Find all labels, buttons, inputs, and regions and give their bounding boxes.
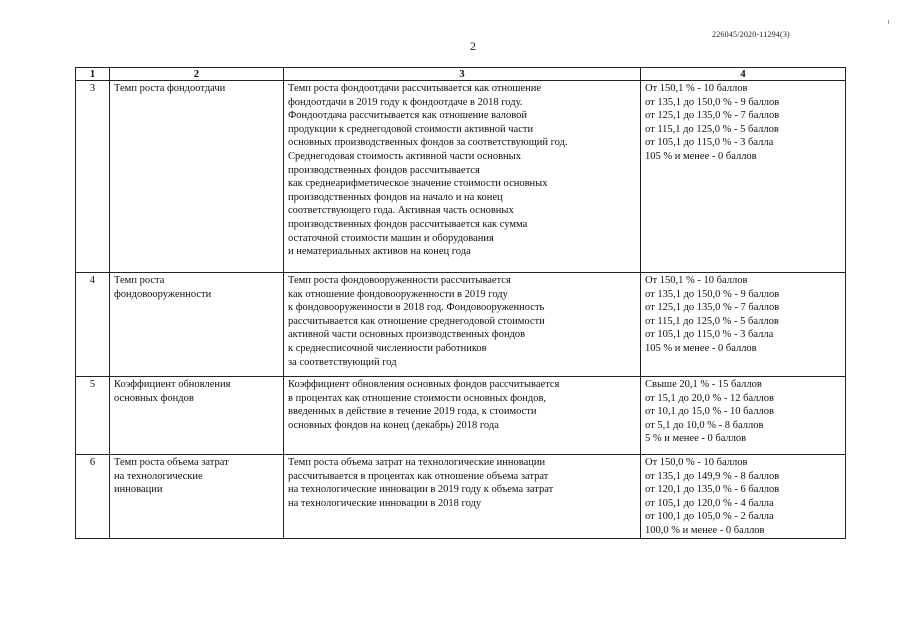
score-scale xyxy=(641,81,846,273)
description-line: Темп роста фондовооруженности рассчитывается xyxy=(288,275,511,286)
indicator-name xyxy=(110,377,284,455)
description-line: Коэффициент обновления основных фондов рассчитывается xyxy=(288,379,560,390)
score-line: От 150,1 % - 10 баллов xyxy=(645,275,748,286)
description-line: за соответствующий год xyxy=(288,356,397,368)
score-line: от 125,1 до 135,0 % - 7 баллов xyxy=(645,302,780,314)
score-scale xyxy=(641,455,846,539)
score-line: От 150,0 % - 10 баллов xyxy=(645,457,748,468)
table-header xyxy=(76,68,846,81)
calculation-method xyxy=(284,81,641,273)
table-row xyxy=(76,455,846,539)
column-header-1: 1 xyxy=(76,68,110,81)
score-line: от 100,1 до 105,0 % - 2 балла xyxy=(645,511,774,523)
description-line: Среднегодовая стоимость активной части основных xyxy=(288,150,521,162)
score-line: от 115,1 до 125,0 % - 5 баллов xyxy=(645,315,779,327)
score-scale xyxy=(641,273,846,377)
description-line: соответствующего года. Активная часть основных xyxy=(288,205,514,217)
description-line: остаточной стоимости машин и оборудования xyxy=(288,232,494,244)
description-line: к среднесписочной численности работников xyxy=(288,342,487,354)
description-line: и нематериальных активов на конец года xyxy=(288,246,471,258)
description-line: Темп роста фондоотдачи рассчитывается как отношение xyxy=(288,83,541,94)
description-line: производственных фондов рассчитывается как сумма xyxy=(288,218,528,230)
score-line: от 10,1 до 15,0 % - 10 баллов xyxy=(645,406,774,418)
description-line: производственных фондов рассчитывается xyxy=(288,164,480,176)
score-line: от 125,1 до 135,0 % - 7 баллов xyxy=(645,110,780,122)
score-line: от 115,1 до 125,0 % - 5 баллов xyxy=(645,123,779,135)
description-line: рассчитывается как отношение среднегодовой стоимости xyxy=(288,315,545,327)
description-line: как среднеарифметическое значение стоимости основных xyxy=(288,178,548,190)
table-row xyxy=(76,273,846,377)
indicator-line: Темп роста фондоотдачи xyxy=(114,83,226,94)
criteria-table xyxy=(75,67,846,539)
description-line: Фондоотдача рассчитывается как отношение валовой xyxy=(288,110,527,122)
column-header-2: 2 xyxy=(110,68,284,81)
description-line: на технологические инновации в 2018 году xyxy=(288,497,482,509)
description-line: Темп роста объема затрат на технологические инновации xyxy=(288,457,546,468)
row-number: 4 xyxy=(76,273,110,377)
score-line: От 150,1 % - 10 баллов xyxy=(645,83,748,94)
table-row xyxy=(76,377,846,455)
score-line: 105 % и менее - 0 баллов xyxy=(645,150,757,162)
score-scale xyxy=(641,377,846,455)
scan-artifact xyxy=(888,20,889,24)
score-line: от 105,1 до 120,0 % - 4 балла xyxy=(645,497,774,509)
description-line: продукции к среднегодовой стоимости активной части xyxy=(288,123,534,135)
indicator-name xyxy=(110,273,284,377)
indicator-line: Темп роста объема затрат xyxy=(114,457,229,468)
row-number: 6 xyxy=(76,455,110,539)
description-line: введенных в действие в течение 2019 года, к стоимости xyxy=(288,406,537,418)
score-line: Свыше 20,1 % - 15 баллов xyxy=(645,379,762,390)
score-line: от 135,1 до 149,9 % - 8 баллов xyxy=(645,470,780,482)
calculation-method xyxy=(284,455,641,539)
description-line: как отношение фондовооруженности в 2019 году xyxy=(288,288,508,300)
description-line: рассчитывается в процентах как отношение объема затрат xyxy=(288,470,549,482)
description-line: в процентах как отношение стоимости основных фондов, xyxy=(288,392,547,404)
indicator-name xyxy=(110,455,284,539)
description-line: к фондовооруженности в 2018 год. Фондовооруженность xyxy=(288,302,545,314)
column-header-3: 3 xyxy=(284,68,641,81)
description-line: основных фондов на конец (декабрь) 2018 года xyxy=(288,419,499,431)
score-line: от 135,1 до 150,0 % - 9 баллов xyxy=(645,96,780,108)
score-line: 100,0 % и менее - 0 баллов xyxy=(645,524,765,536)
header-row xyxy=(76,68,846,81)
indicator-line: на технологические xyxy=(114,470,203,482)
indicator-line: основных фондов xyxy=(114,392,194,404)
row-number: 5 xyxy=(76,377,110,455)
column-header-4: 4 xyxy=(641,68,846,81)
score-line: от 105,1 до 115,0 % - 3 балла xyxy=(645,329,774,341)
indicator-name xyxy=(110,81,284,273)
description-line: производственных фондов на начало и на конец xyxy=(288,191,503,203)
indicator-line: фондовооруженности xyxy=(114,288,212,300)
score-line: от 135,1 до 150,0 % - 9 баллов xyxy=(645,288,780,300)
description-line: на технологические инновации в 2019 году к объема затрат xyxy=(288,484,554,496)
score-line: от 5,1 до 10,0 % - 8 баллов xyxy=(645,419,764,431)
indicator-line: инновации xyxy=(114,484,163,496)
calculation-method xyxy=(284,377,641,455)
description-line: фондоотдачи в 2019 году к фондоотдаче в 2018 году. xyxy=(288,96,523,108)
page-number: 2 xyxy=(470,39,476,53)
table-row xyxy=(76,81,846,273)
indicator-line: Коэффициент обновления xyxy=(114,379,231,390)
score-line: от 120,1 до 135,0 % - 6 баллов xyxy=(645,484,780,496)
row-number: 3 xyxy=(76,81,110,273)
score-line: 105 % и менее - 0 баллов xyxy=(645,342,757,354)
score-line: от 15,1 до 20,0 % - 12 баллов xyxy=(645,392,774,404)
calculation-method xyxy=(284,273,641,377)
document-registration-number: 226045/2020-11294(3) xyxy=(712,30,790,39)
score-line: 5 % и менее - 0 баллов xyxy=(645,433,747,445)
description-line: основных производственных фондов за соответствующий год. xyxy=(288,137,568,149)
score-line: от 105,1 до 115,0 % - 3 балла xyxy=(645,137,774,149)
indicator-line: Темп роста xyxy=(114,275,165,286)
description-line: активной части основных производственных фондов xyxy=(288,329,526,341)
